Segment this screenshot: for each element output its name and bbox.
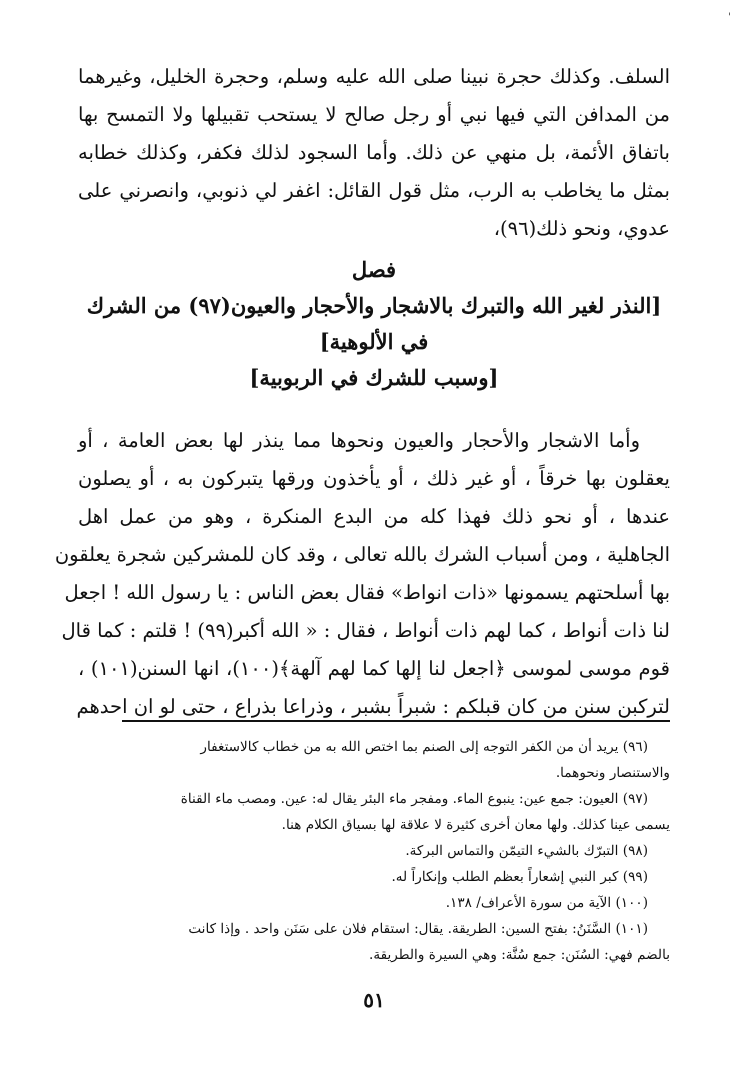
corner-mark: ' [728,12,731,23]
text-line: وأما الاشجار والأحجار والعيون ونحوها مما ينذر لها بعض العامة ، أو [78,429,640,452]
text-line: الجاهلية ، ومن أسباب الشرك بالله تعالى ، وقد كان للمشركين شجرة يعلقون [54,543,670,566]
text-line: بمثل ما يخاطب به الرب، مثل قول القائل: اغفر لي ذنوبي، وانصرني على [78,179,670,202]
footnote-line: يسمى عينا كذلك. ولها معان أخرى كثيرة لا علاقة لها بسياق الكلام هنا. [281,817,670,833]
footnote-line: (١٠١) السَّنَنُ: بفتح السين: الطريقة. يقال: استقام فلان على سَنَن واحد . وإذا كانت [188,921,648,937]
footnote-line: (١٠٠) الآية من سورة الأعراف/ ١٣٨. [445,895,648,911]
text-line: باتفاق الأئمة، بل منهي عن ذلك. وأما السجود لذلك فكفر، وكذلك خطابه [78,141,670,164]
heading-line: [النذر لغير الله والتبرك بالاشجار والأحجار والعيون(٩٧) من الشرك [86,293,662,318]
paragraph-top [78,58,670,248]
footnote-line: بالضم فهي: السُنَن: جمع سُنَّة: وهي السيرة والطريقة. [369,947,670,963]
text-line: عندها ، أو نحو ذلك فهذا كله من البدع المنكرة ، وهو من عمل اهل [78,505,670,528]
book-page [54,58,670,1058]
text-line: السلف. وكذلك حجرة نبينا صلى الله عليه وسلم، وحجرة الخليل، وغيرهما [78,65,670,88]
footnote-line: (٩٩) كبر النبي إشعاراً بعظم الطلب وإنكاراً له. [391,869,648,885]
footnote-line: (٩٧) العيون: جمع عين: ينبوع الماء. ومفجر ماء البئر يقال له: عين. ومصب ماء القناة [180,791,648,807]
text-line: قوم موسى لموسى ﴿اجعل لنا إلها كما لهم آلهة﴾(١٠٠)، انها السنن(١٠١) ، [78,657,670,680]
footnote-line: والاستنصار ونحوهما. [555,765,670,781]
paragraph-bottom [54,422,670,726]
footnote-line: (٩٦) يريد أن من الكفر التوجه إلى الصنم بما اختص الله به من خطاب كالاستغفار [200,739,648,755]
text-line: لتركبن سنن من كان قبلكم : شبراً بشبر ، وذراعا بذراع ، حتى لو ان احدهم [76,695,670,718]
heading-line: في الألوهية] [319,329,429,354]
footnotes [78,734,670,968]
heading-line: [وسبب للشرك في الربوبية] [249,365,499,390]
heading-line: فصل [351,257,397,282]
footnote-line: (٩٨) التبرّك بالشيء التيمّن والتماس البركة. [405,843,648,859]
text-line: يعقلون بها خرقاً ، أو غير ذلك ، أو يأخذون ورقها يتبركون به ، أو يصلون [78,467,670,490]
text-line: عدوي، ونحو ذلك(٩٦)، [493,217,670,240]
text-line: من المدافن التي فيها نبي أو رجل صالح لا يستحب تقبيلها ولا التمسح بها [78,103,670,126]
footnote-separator [122,720,670,722]
text-line: لنا ذات أنواط ، كما لهم ذات أنواط ، فقال : « الله أكبر(٩٩) ! قلتم : كما قال [61,619,670,642]
page-number: ٥١ [363,988,385,1012]
text-line: بها أسلحتهم يسمونها «ذات انواط» فقال بعض الناس : يا رسول الله ! اجعل [64,581,670,604]
section-heading [78,252,670,396]
